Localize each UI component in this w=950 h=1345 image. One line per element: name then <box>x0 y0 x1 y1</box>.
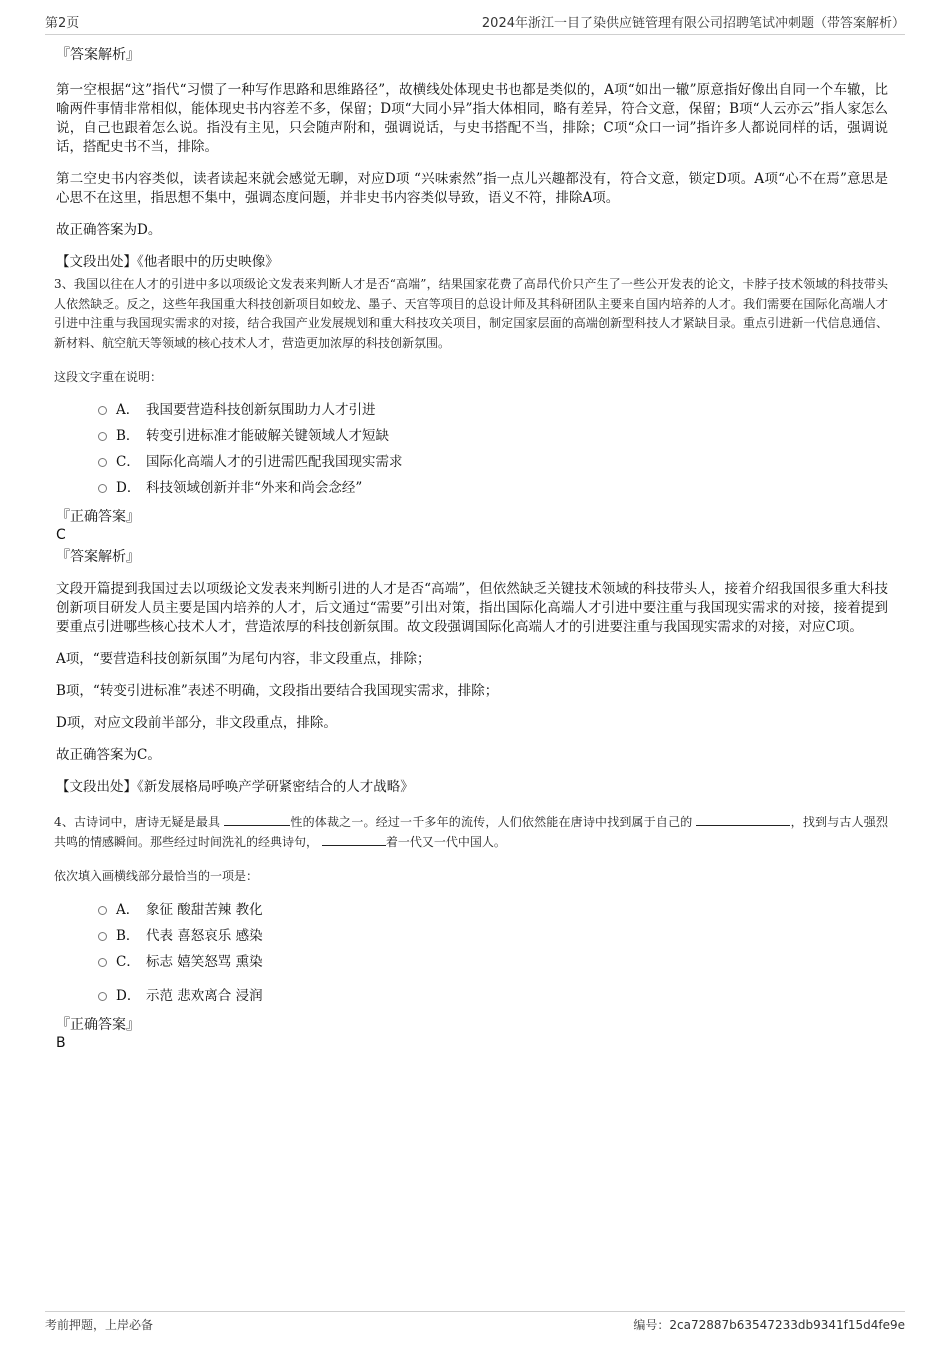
question-prompt: 这段文字重在说明： <box>54 370 163 384</box>
option-a[interactable]: A． 我国要营造科技创新氛围助力人才引进 <box>56 397 888 423</box>
blank-2 <box>696 813 790 826</box>
analysis-note-d: D项，对应文段前半部分，非文段重点，排除。 <box>56 715 337 731</box>
option-c[interactable]: C． 标志 嬉笑怒骂 熏染 <box>56 949 888 975</box>
radio-icon[interactable] <box>98 958 107 967</box>
option-list <box>56 897 888 1009</box>
analysis-paragraph: 文段开篇提到我国过去以项级论文发表来判断引进的人才是否“高端”，但依然缺乏关键技术领域的科技带头人，接着介绍我国很多重大科技创新项目研发人员主要是国内培养的人才，后文通过“需要”引出对策，指出国际化高端人才引进中要注重与我国现实需求的对接，接着提到要重点引进哪些核心技术人才，营造浓厚的科技创新氛围。故文段强调国际化高端人才的引进要注重与我国现实需求的对接，对应C项。 <box>56 581 888 635</box>
question-text: 4、古诗词中，唐诗无疑是最具 性的体裁之一。经过一千多年的流传，人们依然能在唐诗中找到属于自己的 ，找到与古人强烈共鸣的情感瞬间。那些经过时间洗礼的经典诗句， 着一代又一代中国人。 <box>54 815 888 849</box>
radio-icon[interactable] <box>98 484 107 493</box>
radio-icon[interactable] <box>98 932 107 941</box>
page-content <box>56 44 888 1052</box>
page-header <box>45 12 905 35</box>
option-a[interactable]: A． 象征 酸甜苦辣 教化 <box>56 897 888 923</box>
analysis-note-b: B项，“转变引进标准”表述不明确，文段指出要结合我国现实需求，排除； <box>56 683 499 699</box>
option-list <box>56 397 888 501</box>
passage-source: 【文段出处】《他者眼中的历史映像》 <box>56 254 279 270</box>
option-d[interactable]: D． 示范 悲欢离合 浸润 <box>56 983 888 1009</box>
footer-slogan: 考前押题，上岸必备 <box>45 1318 154 1332</box>
analysis-conclusion: 故正确答案为D。 <box>56 222 162 238</box>
radio-icon[interactable] <box>98 992 107 1001</box>
analysis-label: 『答案解析』 <box>56 549 140 565</box>
option-c[interactable]: C． 国际化高端人才的引进需匹配我国现实需求 <box>56 449 888 475</box>
analysis-label: 『答案解析』 <box>56 47 140 63</box>
question-3 <box>56 275 888 797</box>
analysis-conclusion: 故正确答案为C。 <box>56 747 161 763</box>
correct-answer: B <box>56 1035 66 1051</box>
prev-question-analysis <box>56 45 888 272</box>
blank-1 <box>224 813 290 826</box>
radio-icon[interactable] <box>98 458 107 467</box>
page-footer <box>45 1311 905 1333</box>
correct-answer: C <box>56 527 66 543</box>
radio-icon[interactable] <box>98 406 107 415</box>
radio-icon[interactable] <box>98 906 107 915</box>
passage-source: 【文段出处】《新发展格局呼唤产学研紧密结合的人才战略》 <box>56 779 414 795</box>
correct-answer-label: 『正确答案』 <box>56 1017 140 1033</box>
analysis-note-a: A项，“要营造科技创新氛围”为尾句内容，非文段重点，排除； <box>56 651 431 667</box>
analysis-paragraph-1: 第一空根据“这”指代“习惯了一种写作思路和思维路径”，故横线处体现史书也都是类似的，A项“如出一辙”原意指好像出自同一个车辙，比喻两件事情非常相似，能体现史书内容差不多，保留；D项“大同小异”指大体相同，略有差异，符合文意，保留；B项“人云亦云”指人家怎么说，自己也跟着怎么说。指没有主见，只会随声附和，强调说话，与史书搭配不当，排除；C项“众口一词”指许多人都说同样的话，强调说话，搭配史书不当，排除。 <box>56 82 888 155</box>
question-4 <box>56 813 888 1052</box>
option-b[interactable]: B． 代表 喜怒哀乐 感染 <box>56 923 888 949</box>
option-b[interactable]: B． 转变引进标准才能破解关键领域人才短缺 <box>56 423 888 449</box>
document-title: 2024年浙江一目了染供应链管理有限公司招聘笔试冲刺题（带答案解析） <box>481 16 905 31</box>
analysis-paragraph-2: 第二空史书内容类似，读者读起来就会感觉无聊，对应D项 “兴味索然”指一点儿兴趣都没有，符合文意，锁定D项。A项“心不在焉”意思是心思不在这里，指思想不集中，强调态度问题，并非史书内容类似导致，语义不符，排除A项。 <box>56 171 888 206</box>
question-prompt: 依次填入画横线部分最恰当的一项是： <box>54 869 259 883</box>
option-d[interactable]: D． 科技领域创新并非“外来和尚会念经” <box>56 475 888 501</box>
question-text: 3、我国以往在人才的引进中多以项级论文发表来判断人才是否“高端”，结果国家花费了高昂代价只产生了一些公开发表的论文，卡脖子技术领域的科技带头人依然缺乏。反之，这些年我国重大科技创新项目如蛟龙、墨子、天宫等项目的总设计师及其科研团队主要来自国内培养的人才。我们需要在国际化高端人才引进中注重与我国现实需求的对接，结合我国产业发展规划和重大科技攻关项目，制定国家层面的高端创新型科技人才紧缺目录。重点引进新一代信息通信、新材料、航空航天等领域的核心技术人才，营造更加浓厚的科技创新氛围。 <box>54 277 888 350</box>
blank-3 <box>322 833 386 846</box>
correct-answer-label: 『正确答案』 <box>56 509 140 525</box>
document-code: 编号：2ca72887b63547233db9341f15d4fe9e <box>633 1318 905 1332</box>
page-number: 第2页 <box>45 16 80 31</box>
radio-icon[interactable] <box>98 432 107 441</box>
